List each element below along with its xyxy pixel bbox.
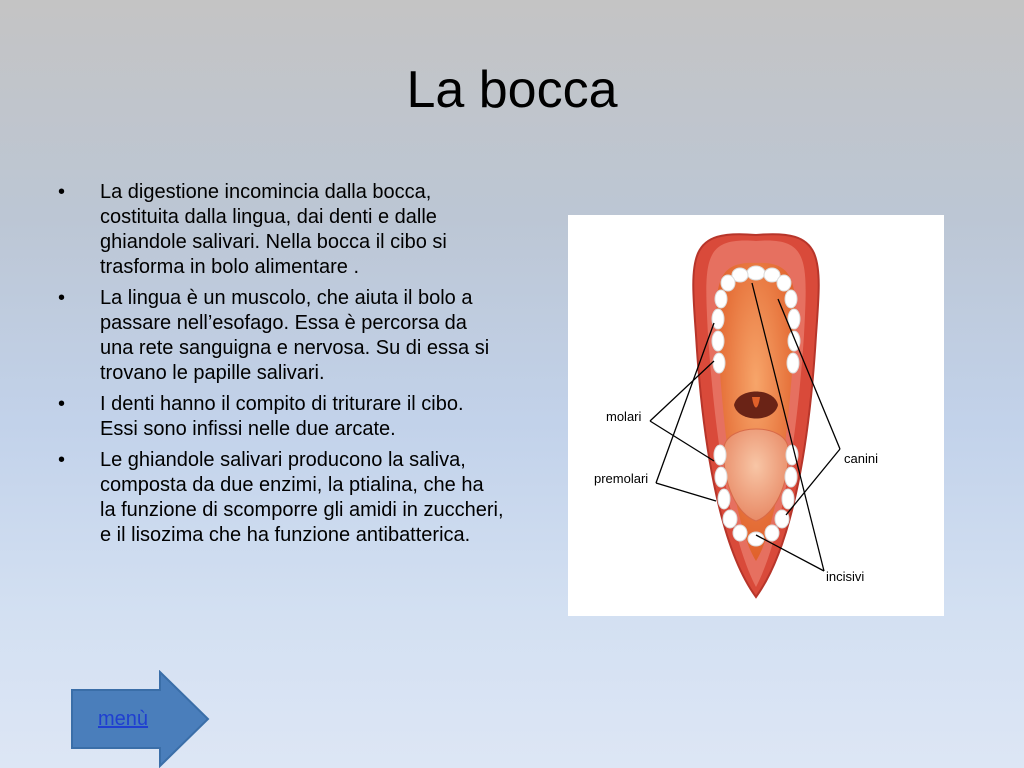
mouth-illustration [568,215,944,616]
bullet-text: La digestione incomincia dalla bocca, costituita dalla lingua, dai denti e dalle ghiandole salivari. Nella bocca il cibo si trasforma in bolo alimentare . [100,181,447,278]
label-canini: canini [844,451,878,466]
bullet-text: La lingua è un muscolo, che aiuta il bolo a passare nell’esofago. Essa è percorsa da una rete sanguigna e nervosa. Su di essa si trovano le papille salivari. [100,287,490,384]
bullet-item [54,392,504,442]
bullet-text: Le ghiandole salivari producono la saliva, composta da due enzimi, la ptialina, che ha la funzione di scomporre gli amidi in zuccheri, e il lisozima che ha funzione antibatterica. [100,449,504,546]
label-premolari: premolari [594,471,649,486]
bullet-list [54,180,504,554]
slide-title: La bocca [406,61,618,119]
label-incisivi: incisivi [826,569,865,584]
bullet-item [54,180,504,280]
label-molari: molari [606,409,642,424]
bullet-dot: • [58,393,66,415]
mouth-diagram [568,215,944,616]
bullet-item [54,448,504,548]
bullet-item [54,286,504,386]
menu-link[interactable]: menù [98,708,149,730]
bullet-dot: • [58,181,66,203]
bullet-dot: • [58,287,66,309]
bullet-text: I denti hanno il compito di triturare il cibo. Essi sono infissi nelle due arcate. [100,393,464,440]
bullet-dot: • [58,449,66,471]
